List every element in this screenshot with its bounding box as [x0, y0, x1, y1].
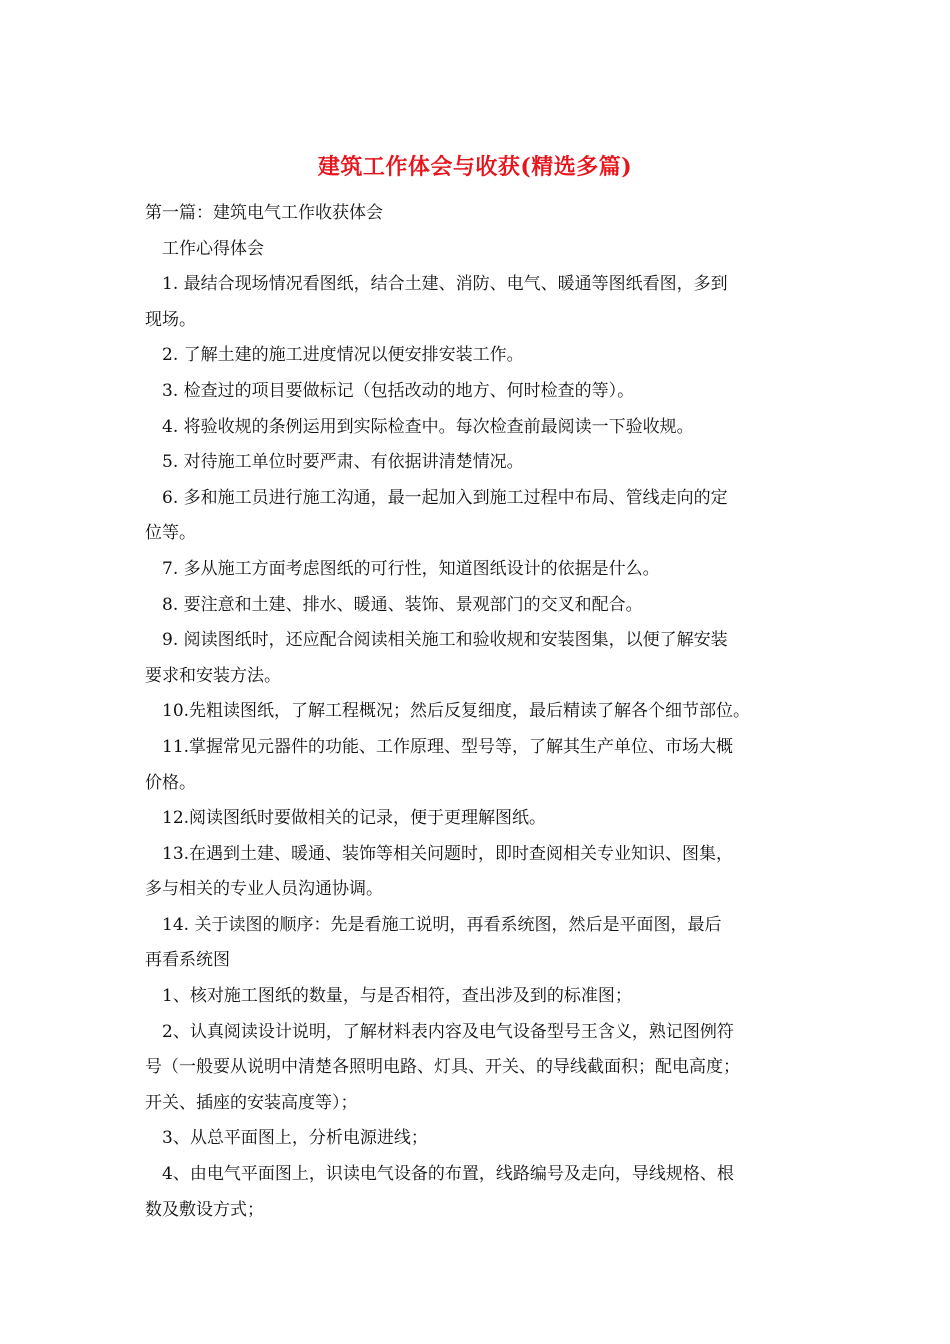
text-line: 要求和安装方法。 — [145, 665, 281, 686]
document-body — [145, 196, 815, 1228]
text-line: 3. 检查过的项目要做标记（包括改动的地方、何时检查的等）。 — [162, 380, 635, 401]
text-line: 10.先粗读图纸，了解工程概况；然后反复细度，最后精读了解各个细节部位。 — [162, 701, 751, 722]
text-line: 14. 关于读图的顺序：先是看施工说明，再看系统图，然后是平面图，最后 — [162, 914, 722, 935]
text-line: 1. 最结合现场情况看图纸，结合土建、消防、电气、暖通等图纸看图，多到 — [162, 274, 728, 295]
text-line: 价格。 — [145, 772, 196, 793]
text-line: 再看系统图 — [145, 950, 230, 971]
text-line: 开关、插座的安装高度等）； — [145, 1092, 358, 1113]
text-line: 9. 阅读图纸时，还应配合阅读相关施工和验收规和安装图集，以便了解安装 — [162, 630, 728, 651]
text-line: 2. 了解土建的施工进度情况以便安排安装工作。 — [162, 345, 524, 366]
text-line: 1、核对施工图纸的数量，与是否相符，查出涉及到的标准图； — [162, 986, 632, 1007]
text-line: 13.在遇到土建、暖通、装饰等相关问题时，即时查阅相关专业知识、图集， — [162, 843, 734, 864]
text-line: 6. 多和施工员进行施工沟通，最一起加入到施工过程中布局、管线走向的定 — [162, 487, 728, 508]
text-line: 现场。 — [145, 309, 196, 330]
text-line: 数及敷设方式； — [145, 1199, 264, 1220]
text-line: 第一篇：建筑电气工作收获体会 — [145, 203, 383, 223]
text-line: 8. 要注意和土建、排水、暖通、装饰、景观部门的交叉和配合。 — [162, 594, 643, 615]
text-line: 号（一般要从说明中清楚各照明电路、灯具、开关、的导线截面积；配电高度； — [145, 1057, 740, 1078]
text-line: 12.阅读图纸时要做相关的记录，便于更理解图纸。 — [162, 808, 547, 829]
text-line: 位等。 — [145, 523, 196, 544]
text-line: 4、由电气平面图上，识读电气设备的布置，线路编号及走向，导线规格、根 — [162, 1164, 734, 1185]
text-line: 工作心得体会 — [162, 238, 264, 259]
text-line: 3、从总平面图上，分析电源进线； — [162, 1128, 428, 1149]
text-line: 2、认真阅读设计说明，了解材料表内容及电气设备型号王含义，熟记图例符 — [162, 1021, 734, 1042]
text-line: 多与相关的专业人员沟通协调。 — [145, 879, 383, 900]
text-line: 4. 将验收规的条例运用到实际检查中。每次检查前最阅读一下验收规。 — [162, 416, 694, 437]
text-line: 11.掌握常见元器件的功能、工作原理、型号等，了解其生产单位、市场大概 — [162, 736, 734, 757]
text-line: 5. 对待施工单位时要严肃、有依据讲清楚情况。 — [162, 452, 524, 473]
document-title: 建筑工作体会与收获(精选多篇) — [317, 154, 633, 180]
text-line: 7. 多从施工方面考虑图纸的可行性，知道图纸设计的依据是什么。 — [162, 558, 660, 579]
